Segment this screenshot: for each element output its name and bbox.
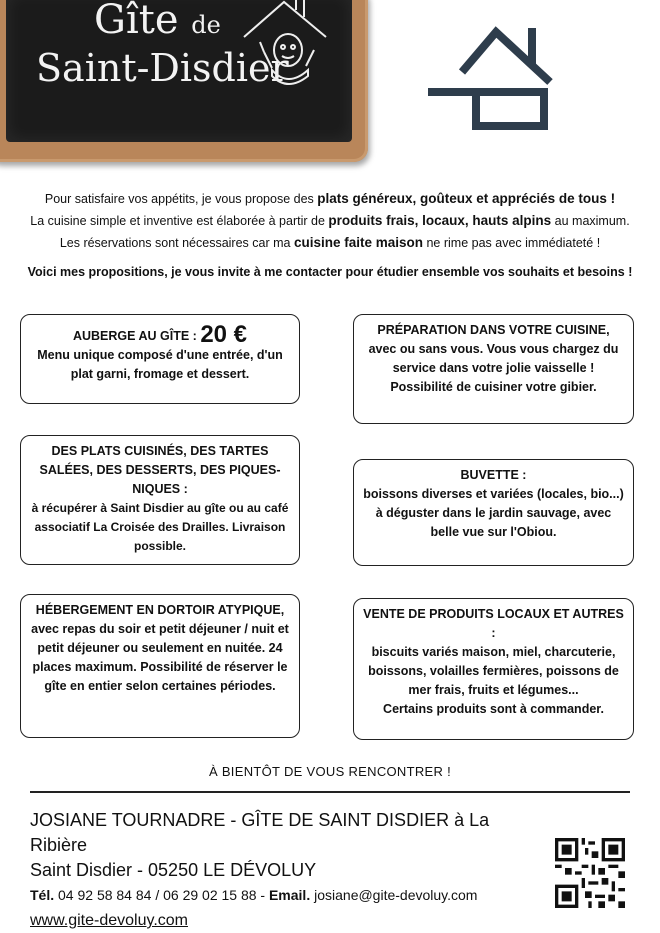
- intro-line-1: Pour satisfaire vos appétits, je vous propose des plats généreux, goûteux et appréciés de tous !: [44, 191, 616, 206]
- logo-title-line1: Gîte de: [94, 0, 221, 43]
- preparation-box: [353, 314, 634, 424]
- footer-email[interactable]: josiane@gite-devoluy.com: [310, 887, 478, 903]
- footer-address: Saint Disdier - 05250 LE DÉVOLUY: [30, 860, 317, 880]
- auberge-price: 20 €: [200, 321, 248, 348]
- vente-note: Certains produits sont à commander.: [383, 702, 604, 716]
- qr-code-icon: [555, 838, 625, 908]
- buvette-box: [353, 459, 634, 566]
- auberge-box: [20, 314, 300, 404]
- buvette-title: BUVETTE :: [460, 468, 527, 482]
- hebergement-box: [20, 594, 300, 738]
- intro-line-3: Les réservations sont nécessaires car ma cuisine faite maison ne rime pas avec immédiateté !: [59, 235, 601, 250]
- closing-text: À BIENTÔT DE VOUS RENCONTRER !: [208, 764, 452, 779]
- preparation-text: avec ou sans vous. Vous vous chargez du service dans votre jolie vaisselle ! Possibilité de cuisiner votre gibier.: [368, 342, 619, 394]
- gite-chalkboard-logo: [0, 0, 372, 165]
- vente-produits-box: [353, 598, 634, 740]
- vente-title: VENTE DE PRODUITS LOCAUX ET AUTRES :: [363, 607, 624, 640]
- chef-house-drawing-icon: [234, 0, 334, 102]
- plats-cuisines-box: [20, 435, 300, 565]
- hebergement-text: avec repas du soir et petit déjeuner / nuit et petit déjeuner ou seulement en nuitée. 24 places maximum. Possibilité de réserver le gîte en entier selon certaines périodes.: [31, 622, 289, 693]
- footer-name-line: JOSIANE TOURNADRE - GÎTE DE SAINT DISDIER à La Ribière: [30, 810, 490, 855]
- footer-contact-line: Tél. 04 92 58 84 84 / 06 29 02 15 88 - Email. josiane@gite-devoluy.com: [30, 887, 478, 903]
- footer-divider: [30, 791, 630, 793]
- footer-phone: 04 92 58 84 84 / 06 29 02 15 88 -: [54, 887, 269, 903]
- intro-lead: Voici mes propositions, je vous invite à me contacter pour étudier ensemble vos souhaits et besoins !: [27, 265, 633, 279]
- footer-contact: [30, 808, 550, 933]
- intro-line-2: La cuisine simple et inventive est élaborée à partir de produits frais, locaux, hauts alpins au maximum.: [30, 213, 630, 228]
- footer-website-link[interactable]: www.gite-devoluy.com: [30, 912, 188, 929]
- preparation-title: PRÉPARATION DANS VOTRE CUISINE,: [377, 323, 610, 337]
- auberge-title: AUBERGE AU GÎTE :: [72, 329, 197, 343]
- chalkboard-surface: [6, 0, 352, 142]
- plats-title: DES PLATS CUISINÉS, DES TARTES SALÉES, DES DESSERTS, DES PIQUES-NIQUES :: [39, 444, 281, 496]
- house-logo-icon: [428, 24, 558, 130]
- buvette-text: boissons diverses et variées (locales, bio...) à déguster dans le jardin sauvage, avec belle vue sur l'Obiou.: [363, 487, 624, 539]
- hebergement-title: HÉBERGEMENT EN DORTOIR ATYPIQUE,: [35, 603, 285, 617]
- plats-text: à récupérer à Saint Disdier au gîte ou au café associatif La Croisée des Drailles. Livraison possible.: [31, 501, 289, 553]
- vente-text: biscuits variés maison, miel, charcuterie, boissons, volailles fermières, poissons de mer frais, fruits et légumes...: [368, 645, 619, 697]
- intro-text: [0, 188, 660, 254]
- logo-title-line2: Saint-Disdier: [36, 46, 289, 90]
- auberge-text: Menu unique composé d'une entrée, d'un plat garni, fromage et dessert.: [37, 348, 283, 381]
